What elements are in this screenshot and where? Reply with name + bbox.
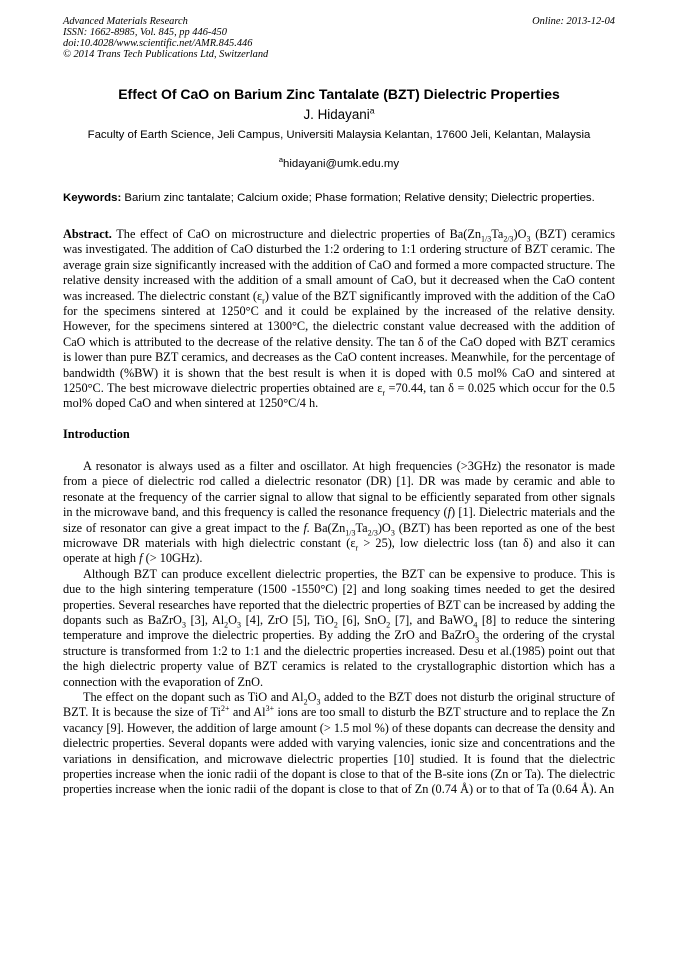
body-text: and Al: [229, 705, 266, 720]
doi-line: doi:10.4028/www.scientific.net/AMR.845.446: [63, 38, 253, 49]
superscript: 3+: [265, 704, 275, 714]
body-text: )O: [377, 520, 391, 535]
abstract-text: (BZT) ceramics was investigated. The addition of CaO disturbed the 1:2 ordering to 1:1 ordering structure of BZT ceramic. The average grain size significantly increased with the addition of CaO and formed a more compacted structure. The relative density increased with the addition of a small amount of CaO, but it decreased when the CaO content was increased. The dielectric constant (ε: [63, 227, 615, 303]
body-text: [4], ZrO [5], TiO: [241, 612, 334, 627]
italic-text: f: [447, 505, 452, 520]
subscript: 2: [224, 620, 229, 630]
subscript: 2: [386, 620, 391, 630]
body-text: ) [1]. Dielectric materials and the size of resonator can give a great impact to the: [63, 505, 615, 535]
body-text: A resonator is always used as a filter and oscillator. At high frequencies (>3GHz) the resonator is made from a piece of dielectric rod called a dielectric resonator (DR) [1]. DR was made by ceramic and able to resonate at the frequency of the carrier signal to allow that signal to be efficiently separated from other signals in the microwave band, and this frequency is called the resonance frequency (: [63, 458, 615, 520]
affiliation: Faculty of Earth Science, Jeli Campus, Universiti Malaysia Kelantan, 17600 Jeli, Kelantan, Malaysia: [87, 129, 591, 141]
subscript: 3: [526, 234, 531, 244]
subscript: 2/3: [503, 234, 514, 244]
subscript: 3: [390, 527, 395, 537]
intro-paragraph-1: [63, 459, 615, 567]
subscript: 3: [316, 697, 321, 707]
body-text: [8] to reduce the sintering temperature and improve the dielectric properties. By adding the ZrO and BaZrO: [63, 612, 615, 643]
body-text: O: [228, 612, 238, 627]
journal-header: [63, 16, 615, 64]
intro-paragraph-2: [63, 567, 615, 690]
body-text: (> 10GHz).: [142, 551, 203, 566]
body-text: Ta: [355, 520, 368, 535]
copyright-line: © 2014 Trans Tech Publications Ltd, Switzerland: [63, 49, 269, 60]
intro-paragraph-3: [63, 690, 615, 798]
body-text: > 25), low dielectric loss (tan δ) and also it can operate at high: [63, 535, 615, 566]
keywords-label: Keywords:: [63, 192, 122, 204]
online-date: Online: 2013-12-04: [532, 16, 615, 27]
body-text: [3], Al: [185, 612, 225, 627]
subscript: 2: [303, 697, 308, 707]
subscript: 3: [181, 620, 186, 630]
subscript: 2: [333, 620, 338, 630]
body-text: Ba(Zn: [309, 520, 346, 535]
body-text: The effect on the dopant such as TiO and Al: [83, 689, 304, 704]
subscript: 1/3: [345, 527, 356, 537]
subscript: 2/3: [367, 527, 378, 537]
body-text: (BZT) has been reported as one of the best microwave DR materials with high dielectric constant (ε: [63, 520, 615, 550]
abstract-text: =70.44, tan δ = 0.025 which occur for the 0.5 mol% doped CaO and when sintered at 1250°C/4 h.: [63, 381, 616, 411]
keywords: [63, 191, 615, 205]
paper-title: Effect Of CaO on Barium Zinc Tantalate (BZT) Dielectric Properties: [118, 86, 560, 102]
abstract-label: Abstract.: [63, 227, 112, 241]
subscript: 3: [237, 620, 242, 630]
body-text: Although BZT can produce excellent dielectric properties, the BZT can be expensive to produce. This is due to the high sintering temperature (1500 -1550°C) [2] and long soaking times needed to get the desired properties. Several researches have reported that the dielectric properties of BZT can be increased by adding the dopants such as BaZrO: [63, 566, 615, 627]
body-text: [6], SnO: [337, 612, 387, 627]
abstract-text: )O: [513, 227, 527, 241]
abstract: [63, 227, 615, 412]
email-address: hidayani@umk.edu.my: [283, 158, 400, 170]
subscript: 4: [473, 620, 478, 630]
section-heading-introduction: Introduction: [63, 426, 130, 441]
body-text: added to the BZT does not disturb the original structure of BZT. It is because the size of Ti: [63, 689, 615, 720]
author-line: [63, 106, 615, 123]
issn-line: ISSN: 1662-8985, Vol. 845, pp 446-450: [63, 27, 227, 38]
email-line: [63, 157, 615, 171]
body-text: the ordering of the crystal structure is transformed from 1:2 to 1:1 and the dielectric properties increased. Desu et al.(1985) point out that the high dielectric property value of BZT ceramics is related to the crystallographic distortion which has a connection with the evaporation of ZnO.: [63, 628, 615, 689]
keywords-text: Barium zinc tantalate; Calcium oxide; Phase formation; Relative density; Dielectric properties.: [124, 192, 595, 204]
body-text: [7], and BaWO: [390, 612, 474, 627]
subscript: 1/3: [481, 234, 492, 244]
body-text: O: [307, 689, 317, 704]
superscript: 2+: [221, 704, 230, 714]
subscript: 3: [475, 635, 480, 645]
journal-name: Advanced Materials Research: [63, 16, 188, 27]
italic-text: f: [139, 551, 143, 566]
abstract-text: The effect of CaO on microstructure and dielectric properties of Ba(Zn: [116, 227, 482, 241]
abstract-text: ) value of the BZT significantly improved with the addition of the CaO for the specimens sintered at 1250°C and it could be explained by the increased of the relative density. However, for the specimens sintered at 1300°C, the dielectric constant value decreased with the addition of CaO which is attributed to the decrease of the relative density. The tan δ of the CaO doped with BZT ceramics is lower than pure BZT ceramics, and decreases as the CaO content increases. Meanwhile, for the percentage of bandwidth (%BW) it is shown that the best result is when it is doped with 0.5 mol% CaO and sintered at 1250°C. The best microwave dielectric properties obtained are ε: [63, 288, 615, 396]
author-name: J. Hidayani: [303, 107, 370, 122]
email-affil-mark: a: [278, 155, 284, 165]
subscript: r: [382, 388, 386, 398]
abstract-text: Ta: [491, 227, 504, 241]
subscript: r: [262, 296, 265, 306]
body-text: ions are too small to disturb the BZT structure and to replace the Zn vacancy [9]. However, the addition of large amount (> 1.5 mol %) of these dopants can decrease the density and dielectric properties. Several dopants were added with varying valencies, ionic size and concentrations and the variations in densification, and microwave dielectric properties [10] studied. It is found that the dielectric properties increase when the ionic radii of the dopant is close to that of the B-site ions (Zn or Ta). The dielectric properties increase when the ionic radii of the dopant is close to that of Zn (0.74 Å) or to that of Ta (0.64 Å). An: [63, 705, 615, 797]
author-affil-mark: a: [369, 105, 375, 116]
italic-text: f.: [303, 520, 310, 535]
subscript: r: [355, 543, 359, 553]
